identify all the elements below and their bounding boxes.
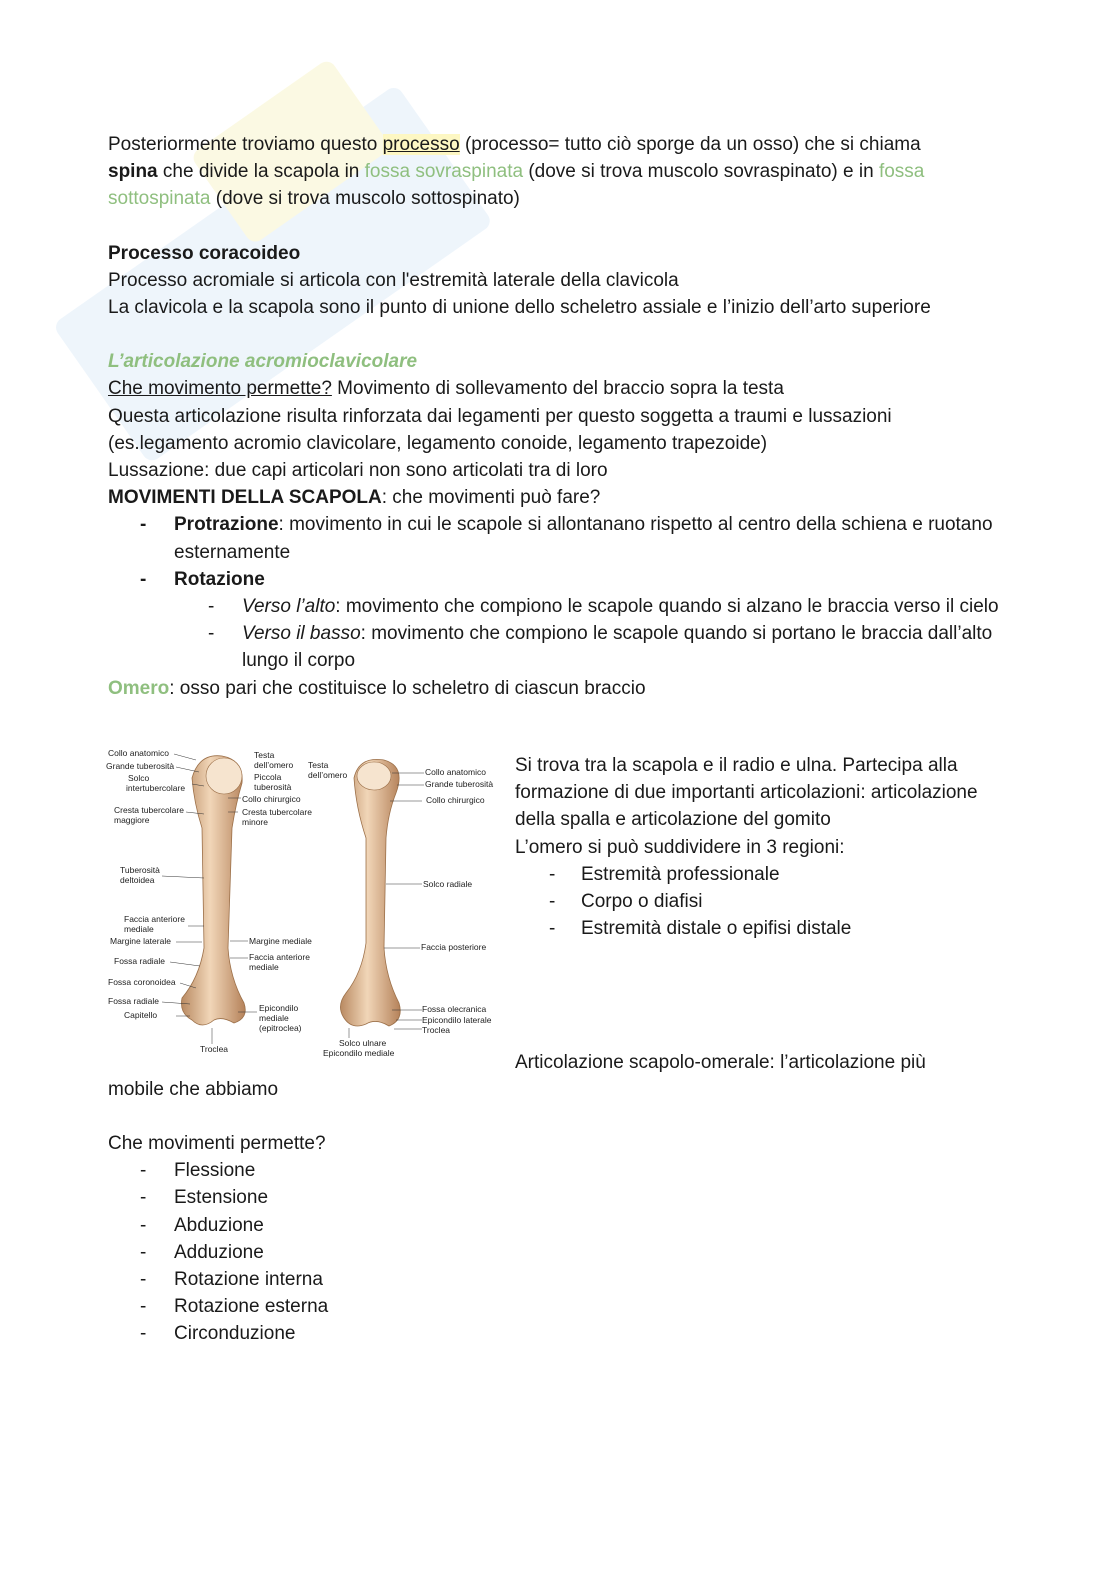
- svg-text:Fossa coronoidea: Fossa coronoidea: [108, 977, 176, 987]
- svg-text:Faccia anteriore: Faccia anteriore: [124, 914, 185, 924]
- svg-text:Troclea: Troclea: [422, 1025, 451, 1035]
- svg-text:tuberosità: tuberosità: [254, 782, 292, 792]
- list-item: - Estensione: [140, 1187, 269, 1209]
- text-legamenti: (es.legamento acromio clavicolare, legamento conoide, legamento trapezoide): [108, 432, 768, 454]
- text-si-trova: Si trova tra la scapola e il radio e ulna. Partecipa alla formazione di due importanti articolazioni: articolazione della spalla e articolazione del gomito: [515, 755, 978, 831]
- list-item: - Adduzione: [140, 1241, 264, 1263]
- text-movimenti-q: Che movimenti permette?: [108, 1133, 326, 1154]
- svg-text:dell’omero: dell’omero: [308, 770, 348, 780]
- svg-text:Testa: Testa: [254, 750, 275, 760]
- text-clavicola: La clavicola e la scapola sono il punto di unione dello scheletro assiale e l’inizio dell’arto superiore: [108, 297, 931, 319]
- paragraph-spina: Posteriormente troviamo questo processo (processo= tutto ciò sporge da un osso) che si chiama spina che divide la scapola in fossa sovraspinata (dove si trova muscolo sovraspinato) e in fossa sottospinata (dove si trova muscolo sottospinato): [108, 134, 925, 210]
- spina-term: spina: [108, 161, 158, 183]
- svg-text:dell’omero: dell’omero: [254, 760, 294, 770]
- list-item: - Circonduzione: [140, 1323, 296, 1345]
- svg-text:Collo chirurgico: Collo chirurgico: [242, 794, 301, 804]
- svg-text:maggiore: maggiore: [114, 815, 150, 825]
- svg-text:minore: minore: [242, 817, 268, 827]
- heading-acromioclavicolare: L’articolazione acromioclavicolare: [108, 351, 418, 373]
- svg-text:deltoidea: deltoidea: [120, 875, 155, 885]
- svg-text:Epicondilo: Epicondilo: [259, 1003, 299, 1013]
- humerus-posterior: [340, 759, 400, 1026]
- svg-text:mediale: mediale: [124, 924, 154, 934]
- svg-text:Cresta tubercolare: Cresta tubercolare: [114, 805, 184, 815]
- list-item: - Rotazione interna: [140, 1269, 323, 1291]
- svg-text:Solco ulnare: Solco ulnare: [339, 1038, 387, 1048]
- svg-text:Faccia posteriore: Faccia posteriore: [421, 942, 487, 952]
- lbl-grande-tuberosita: Grande tuberosità: [106, 761, 175, 771]
- lbl-collo-anatomico: Collo anatomico: [108, 748, 169, 758]
- svg-text:Cresta tubercolare: Cresta tubercolare: [242, 807, 312, 817]
- svg-text:Margine mediale: Margine mediale: [249, 936, 312, 946]
- svg-text:Solco: Solco: [128, 773, 150, 783]
- main-text: [108, 131, 1008, 702]
- list-item: - Corpo o diafisi: [549, 891, 703, 913]
- svg-text:Epicondilo mediale: Epicondilo mediale: [323, 1048, 395, 1058]
- svg-text:Epicondilo laterale: Epicondilo laterale: [422, 1015, 492, 1025]
- svg-text:Testa: Testa: [308, 760, 329, 770]
- text-mobile: mobile che abbiamo: [108, 1079, 279, 1101]
- svg-text:Capitello: Capitello: [124, 1010, 158, 1020]
- svg-text:Grande tuberosità: Grande tuberosità: [425, 779, 494, 789]
- svg-text:Collo anatomico: Collo anatomico: [425, 767, 486, 777]
- text-movimento: Che movimento permette? Movimento di sollevamento del braccio sopra la testa: [108, 378, 784, 400]
- text-scapolo-omerale: Articolazione scapolo-omerale: l’articolazione più mobile che abbiamo: [108, 1049, 1008, 1103]
- svg-text:intertubercolare: intertubercolare: [126, 783, 186, 793]
- list-item-rotazione: - Rotazione: [140, 568, 265, 590]
- svg-text:mediale: mediale: [249, 962, 279, 972]
- list-item: - Estremità distale o epifisi distale: [549, 918, 852, 940]
- svg-text:Fossa radiale: Fossa radiale: [114, 956, 166, 966]
- list-item-verso-alto: - Verso l’alto: movimento che compiono le scapole quando si alzano le braccia verso il cielo: [208, 596, 999, 618]
- svg-text:Faccia anteriore: Faccia anteriore: [249, 952, 310, 962]
- svg-text:Tuberosità: Tuberosità: [120, 865, 160, 875]
- list-item: - Rotazione esterna: [140, 1296, 329, 1318]
- humerus-figure: [104, 748, 504, 1066]
- list-item: - Flessione: [140, 1160, 256, 1182]
- heading-coracoideo: Processo coracoideo: [108, 242, 301, 264]
- list-item: - Estremità professionale: [549, 863, 780, 885]
- svg-text:Solco radiale: Solco radiale: [423, 879, 473, 889]
- processo-term: processo: [382, 134, 460, 155]
- heading-movimenti-scapola: MOVIMENTI DELLA SCAPOLA: che movimenti può fare?: [108, 487, 601, 509]
- movimenti-list: [108, 1130, 1008, 1348]
- fossa-sottospinata: sottospinata: [108, 188, 211, 210]
- svg-text:Fossa radiale: Fossa radiale: [108, 996, 160, 1006]
- text-lussazione: Lussazione: due capi articolari non sono articolati tra di loro: [108, 460, 608, 482]
- svg-text:mediale: mediale: [259, 1013, 289, 1023]
- text-rinforzata: Questa articolazione risulta rinforzata dai legamenti per questo soggetta a traumi e lussazioni: [108, 405, 892, 427]
- humerus-anterior: [181, 756, 245, 1025]
- list-item-verso-basso: - Verso il basso: movimento che compiono le scapole quando si portano le braccia dall’alto lungo il corpo: [208, 623, 993, 672]
- text-acromiale: Processo acromiale si articola con l'estremità laterale della clavicola: [108, 269, 679, 291]
- list-item-protrazione: - Protrazione: movimento in cui le scapole si allontanano rispetto al centro della schiena e ruotano esternamente: [140, 514, 993, 563]
- text-omero: Omero: osso pari che costituisce lo scheletro di ciascun braccio: [108, 677, 646, 699]
- svg-text:Collo chirurgico: Collo chirurgico: [426, 795, 485, 805]
- humerus-description: [515, 752, 1005, 942]
- text-regioni: L’omero si può suddividere in 3 regioni:: [515, 836, 845, 858]
- list-item: - Abduzione: [140, 1214, 264, 1236]
- svg-text:Piccola: Piccola: [254, 772, 282, 782]
- svg-text:(epitroclea): (epitroclea): [259, 1023, 302, 1033]
- svg-text:Troclea: Troclea: [200, 1044, 229, 1054]
- svg-text:Margine laterale: Margine laterale: [110, 936, 171, 946]
- fossa-sovraspinata: fossa sovraspinata: [364, 161, 524, 183]
- svg-text:Fossa olecranica: Fossa olecranica: [422, 1004, 487, 1014]
